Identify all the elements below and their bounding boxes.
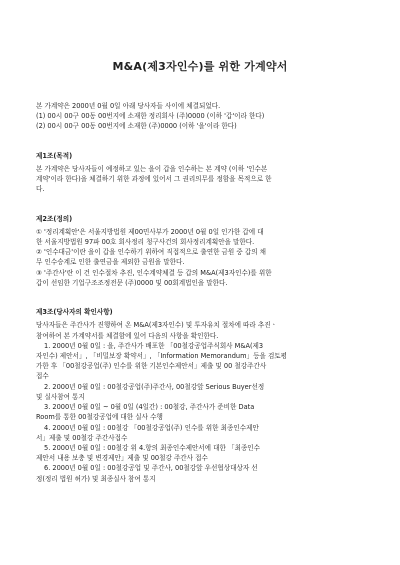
- article-line: 무 인수승계로 인한 출연금을 제외한 금원을 말한다.: [36, 258, 185, 267]
- article-line: 정(정리 법원 허가) 및 최종실사 참여 통지: [36, 474, 156, 483]
- article-line: 5. 2000년 0월 0일 : 00철강 위 4.항의 최종인수제안서에 대한 「최종인수: [44, 443, 261, 452]
- article-line: 서」제출 및 00철강 주간사접수: [36, 433, 128, 442]
- intro-line: (2) 00시 00구 00동 00번지에 소재한 (주)0000 (이하 '을'이라 한다): [36, 122, 237, 131]
- article-line: 및 실사참여 통지: [36, 392, 85, 401]
- article-line: 다.: [36, 185, 45, 194]
- article-line: 제안서 내용 보충 및 변경제안」제출 및 00철강 주간사 접수: [36, 454, 208, 463]
- article-heading: 제2조(정의): [36, 214, 73, 223]
- article-line: ② '인수대금'이란 을이 갑을 인수하기 위하여 직접적으로 출연한 금원 중 갑의 채: [36, 248, 267, 257]
- intro-line: 본 가계약은 2000년 0월 0일 아래 당사자들 사이에 체결되었다.: [36, 102, 221, 111]
- article-line: 가한 후 「00철강공업(주) 인수를 위한 기본인수제안서」제출 및 00 철강주간사: [36, 362, 267, 371]
- article-heading: 제3조(당사자의 확인사항): [36, 308, 113, 317]
- intro-line: (1) 00시 00구 00동 00번지에 소재한 정리회사 (주)0000 (이하 '갑'이라 한다): [36, 112, 265, 121]
- article-line: 계약'이라 한다)을 체결하기 위한 과정에 있어서 그 권리의무를 정함을 목적으로 한: [36, 175, 272, 184]
- article-2: [36, 214, 364, 289]
- article-line: ③ '주간사'란 이 건 인수절차 추진, 인수계약체결 등 갑의 M&A(제3자인수)를 위한: [36, 268, 272, 277]
- intro-section: [36, 101, 364, 132]
- article-line: 본 가계약은 당사자들이 예정하고 있는 을이 갑을 인수하는 본 계약 (이하 '인수본: [36, 164, 268, 173]
- article-line: 4. 2000년 0월 0일 : 00철강 「00철강공업(주) 인수를 위한 최종인수제안: [44, 423, 259, 432]
- article-line: 3. 2000년 0월 0일 ~ 0월 0일 (4일간) : 00철강, 주간사가 준비한 Data: [44, 403, 255, 412]
- article-line: 1. 2000년 0월 0일 : 을, 주간사가 배포한 「00철강공업주식회사 M&A(제3: [44, 341, 264, 350]
- article-line: 갑이 선임한 기업구조조정전문 (주)0000 및 00회계법인을 말한다.: [36, 278, 228, 287]
- article-1: [36, 151, 364, 195]
- article-line: 2. 2000년 0월 0일 : 00철강공업(주)주간사, 00철강앞 Serious Buyer선정: [44, 382, 265, 391]
- article-line: Room를 통한 00철강공업에 대한 실사 수행: [36, 413, 163, 422]
- document-title: M&A(제3자인수)를 위한 가계약서: [112, 60, 288, 73]
- article-line: 참여하여 본 가계약서를 체결함에 있어 다음의 사항을 확인한다.: [36, 331, 219, 340]
- article-line: 접수: [36, 372, 49, 381]
- article-heading: 제1조(목적): [36, 151, 73, 160]
- article-line: 당사자들은 주간사가 진행하여 온 M&A(제3자인수) 및 투자유치 절차에 따라 추진ㆍ: [36, 321, 278, 330]
- article-line: 6. 2000년 0월 0일 : 00철강공업 및 주간사, 00철강앞 우선협상대상자 선: [44, 464, 258, 473]
- article-line: 자인수) 제안서」, 「비밀보장 확약서」, 「Information Memorandum」등을 검토평: [36, 351, 288, 360]
- article-line: ① '정리계획안'은 서울지방법원 제00민사부가 2000년 0월 0일 인가한 갑에 대: [36, 227, 264, 236]
- article-line: 한 서울지방법원 97파 00호 회사정리 청구사건의 회사정리계획안을 말한다.: [36, 238, 255, 247]
- article-3: [36, 307, 364, 484]
